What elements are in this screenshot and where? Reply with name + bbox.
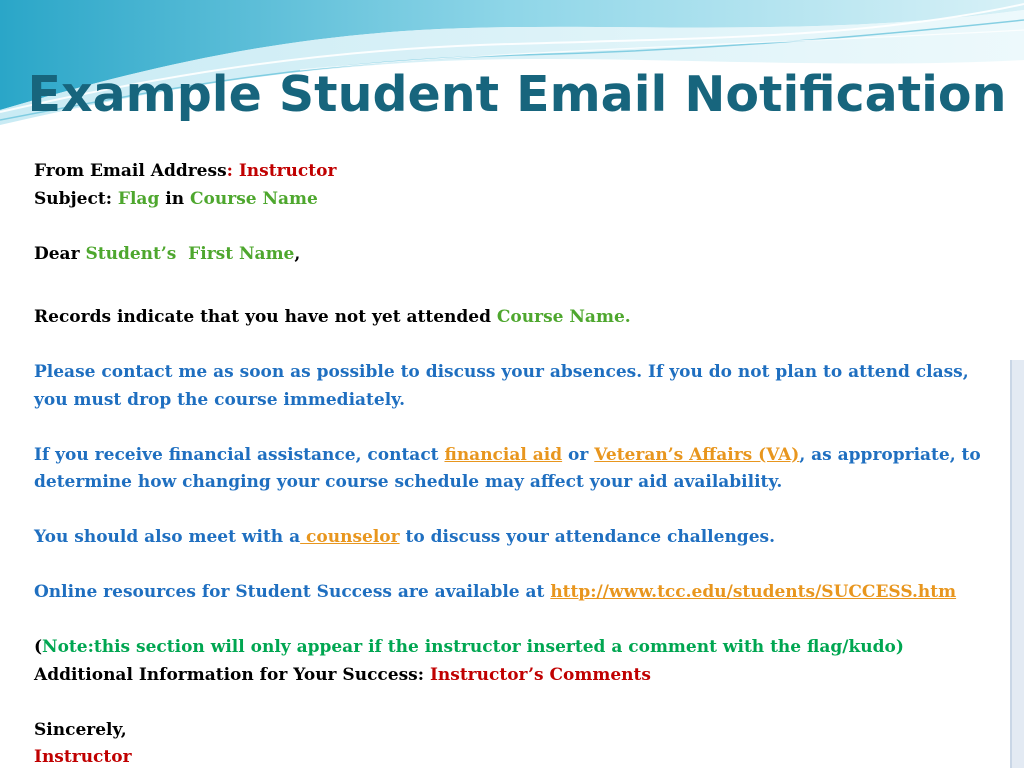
counselor-pre: You should also meet with a: [34, 527, 301, 547]
counselor-link[interactable]: counselor: [300, 527, 400, 547]
financial-or: or: [568, 444, 589, 465]
from-label: From Email Address: [34, 161, 227, 181]
records-text: Records indicate that you have not yet attended: [34, 307, 491, 327]
note-line: [34, 634, 994, 662]
subject-course: Course Name: [190, 188, 318, 209]
from-line: [34, 158, 994, 186]
resources-paragraph: [34, 579, 994, 607]
success-url-link[interactable]: http://www.tcc.edu/students/SUCCESS.htm: [550, 582, 957, 602]
records-line: [34, 304, 994, 332]
closing: Sincerely,: [34, 719, 127, 740]
resources-pre: Online resources for Student Success are available at: [34, 582, 545, 602]
contact-paragraph: Please contact me as soon as possible to discuss your absences. If you do not plan to attend class, you must drop the course immediately.: [34, 362, 969, 410]
financial-aid-link[interactable]: financial aid: [444, 444, 563, 465]
right-edge-band: [1010, 360, 1024, 768]
signature: Instructor: [34, 747, 132, 767]
subject-in: in: [165, 188, 185, 209]
financial-paragraph: [34, 442, 994, 497]
from-colon: :: [226, 161, 233, 181]
va-link[interactable]: Veteran’s Affairs (VA): [594, 444, 800, 465]
greeting-name: Student’s First Name: [85, 243, 295, 264]
greeting-comma: ,: [294, 243, 301, 264]
records-course: Course Name.: [496, 307, 631, 327]
subject-flag: Flag: [117, 188, 160, 209]
additional-info-line: [34, 662, 994, 690]
financial-post: , as appropriate, to determine how changing your course schedule may affect your aid availability.: [34, 444, 981, 492]
email-body: [34, 158, 994, 772]
counselor-paragraph: [34, 524, 994, 552]
greeting-dear: Dear: [34, 243, 80, 264]
note-open-paren: (: [34, 637, 43, 657]
counselor-post: to discuss your attendance challenges.: [405, 527, 776, 547]
from-value: Instructor: [238, 161, 337, 181]
greeting-line: [34, 241, 994, 269]
financial-pre: If you receive financial assistance, contact: [34, 444, 439, 465]
note-text: Note:this section will only appear if the instructor inserted a comment with the flag/kudo): [42, 637, 904, 657]
subject-label: Subject:: [34, 188, 112, 209]
page-title: Example Student Email Notification: [27, 66, 1007, 123]
additional-label: Additional Information for Your Success:: [34, 664, 425, 685]
additional-value: Instructor’s Comments: [429, 664, 651, 685]
subject-line: [34, 186, 994, 214]
